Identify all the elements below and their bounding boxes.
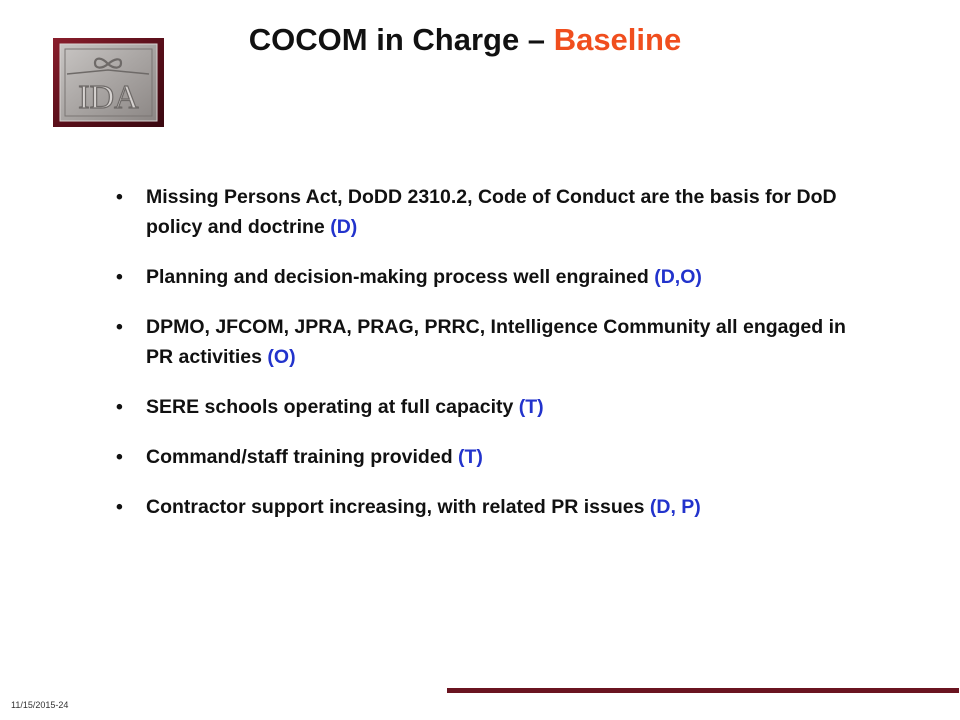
bullet-item — [116, 312, 856, 372]
bullet-list — [116, 182, 856, 542]
bullet-marker: • — [116, 396, 123, 418]
bullet-item — [116, 262, 856, 292]
bullet-text: Contractor support increasing, with related PR issues — [146, 496, 645, 518]
bullet-marker: • — [116, 186, 123, 208]
bullet-marker: • — [116, 446, 123, 468]
bullet-text: Command/staff training provided — [146, 446, 453, 468]
footer-divider — [447, 688, 959, 693]
bullet-item — [116, 492, 856, 522]
bullet-tag: (O) — [267, 346, 296, 368]
bullet-tag: (D,O) — [654, 266, 702, 288]
bullet-text: DPMO, JFCOM, JPRA, PRAG, PRRC, Intelligence Community all engaged in PR activities — [146, 316, 846, 368]
bullet-marker: • — [116, 316, 123, 338]
bullet-item — [116, 442, 856, 472]
logo-text: IDA — [78, 79, 139, 116]
slide-title — [0, 22, 930, 58]
bullet-text: SERE schools operating at full capacity — [146, 396, 514, 418]
title-main: COCOM in Charge – — [248, 22, 546, 57]
footer-date: 11/15/2015-24 — [11, 700, 69, 710]
bullet-tag: (T) — [518, 396, 544, 418]
bullet-text: Planning and decision-making process well engrained — [146, 266, 649, 288]
bullet-tag: (T) — [458, 446, 483, 468]
bullet-item — [116, 182, 856, 242]
bullet-tag: (D) — [330, 216, 358, 238]
bullet-item — [116, 392, 856, 422]
bullet-text: Missing Persons Act, DoDD 2310.2, Code of Conduct are the basis for DoD policy and doctrine — [146, 186, 837, 238]
bullet-tag: (D, P) — [649, 496, 701, 518]
bullet-marker: • — [116, 496, 123, 518]
title-accent: Baseline — [553, 22, 682, 57]
bullet-marker: • — [116, 266, 123, 288]
